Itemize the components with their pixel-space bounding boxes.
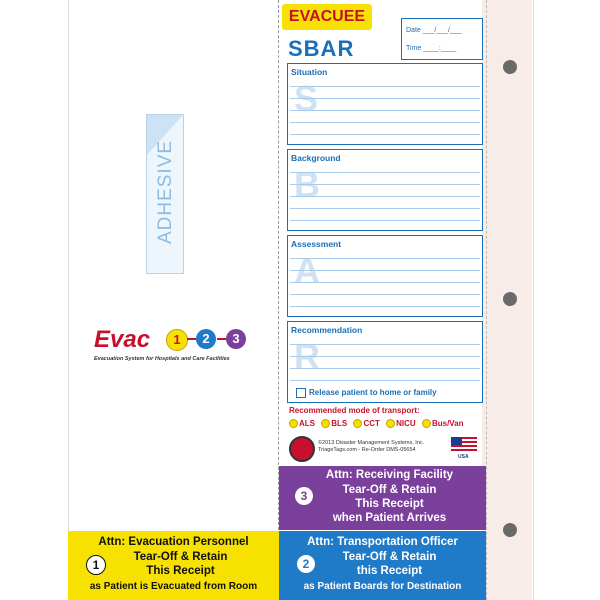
section-letter: A: [294, 250, 320, 291]
release-label: Release patient to home or family: [309, 388, 437, 398]
adhesive-label: ADHESIVE: [155, 139, 176, 245]
section-label: Assessment: [291, 239, 342, 249]
transportation-officer-receipt[interactable]: Attn: Transportation Officer Tear-Off & Retain this Receipt as Patient Boards for Destination 2: [279, 531, 486, 600]
transport-option-cct[interactable]: CCT: [353, 419, 379, 428]
evacuee-label: EVACUEE: [288, 8, 366, 25]
flag-label: USA: [458, 454, 469, 460]
perforation-line: [278, 0, 279, 530]
transport-options: [289, 419, 485, 428]
form-title: SBAR: [288, 36, 355, 61]
adhesive-strip[interactable]: [146, 114, 184, 274]
section-label: Situation: [291, 67, 328, 77]
situation-section[interactable]: [287, 63, 483, 145]
logo-arrow: [217, 338, 226, 340]
punch-hole: [503, 523, 517, 537]
transport-heading: Recommended mode of transport:: [289, 406, 420, 415]
release-checkbox[interactable]: [296, 388, 306, 398]
punch-hole: [503, 292, 517, 306]
transport-option-nicu[interactable]: NICU: [386, 419, 416, 428]
copyright: ©2013 Disaster Management Systems, Inc. TriageTags.com - Re-Order DMS-05654: [318, 440, 425, 453]
usa-flag-icon: [451, 437, 477, 453]
date-field[interactable]: Date ___/___/___: [406, 27, 462, 34]
background-section[interactable]: [287, 149, 483, 231]
transport-option-bls[interactable]: BLS: [321, 419, 347, 428]
perforation-line-right: [486, 0, 487, 600]
receipt-number-3: 3: [295, 487, 313, 505]
company-seal-icon: [289, 436, 315, 462]
release-option[interactable]: [296, 388, 437, 398]
section-letter: B: [294, 164, 320, 205]
assessment-section[interactable]: [287, 235, 483, 317]
evacuee-tab: [282, 4, 372, 30]
logo-word: Evac: [94, 326, 151, 353]
receipt-number-1: 1: [86, 555, 106, 575]
section-label: Background: [291, 153, 341, 163]
logo-arrow: [187, 338, 196, 340]
section-letter: R: [294, 336, 320, 377]
section-letter: S: [294, 78, 319, 119]
logo-number-3: 3: [226, 329, 246, 349]
punch-hole: [503, 60, 517, 74]
transport-option-als[interactable]: ALS: [289, 419, 315, 428]
section-label: Recommendation: [291, 325, 363, 335]
evac-logo: [94, 326, 264, 378]
receipt-number-2: 2: [297, 555, 315, 573]
transport-option-busvan[interactable]: Bus/Van: [422, 419, 464, 428]
evacuation-personnel-receipt[interactable]: Attn: Evacuation Personnel Tear-Off & Retain This Receipt as Patient is Evacuated from Room 1: [68, 531, 279, 600]
logo-subtitle: Evacuation System for Hospitals and Care Facilities: [94, 356, 230, 362]
logo-number-2: 2: [196, 329, 216, 349]
receiving-facility-receipt[interactable]: Attn: Receiving Facility Tear-Off & Retain This Receipt when Patient Arrives 3: [279, 466, 486, 530]
logo-number-1: 1: [166, 329, 188, 351]
time-field[interactable]: Time ____:____: [406, 45, 457, 52]
date-time-box: [401, 18, 483, 60]
